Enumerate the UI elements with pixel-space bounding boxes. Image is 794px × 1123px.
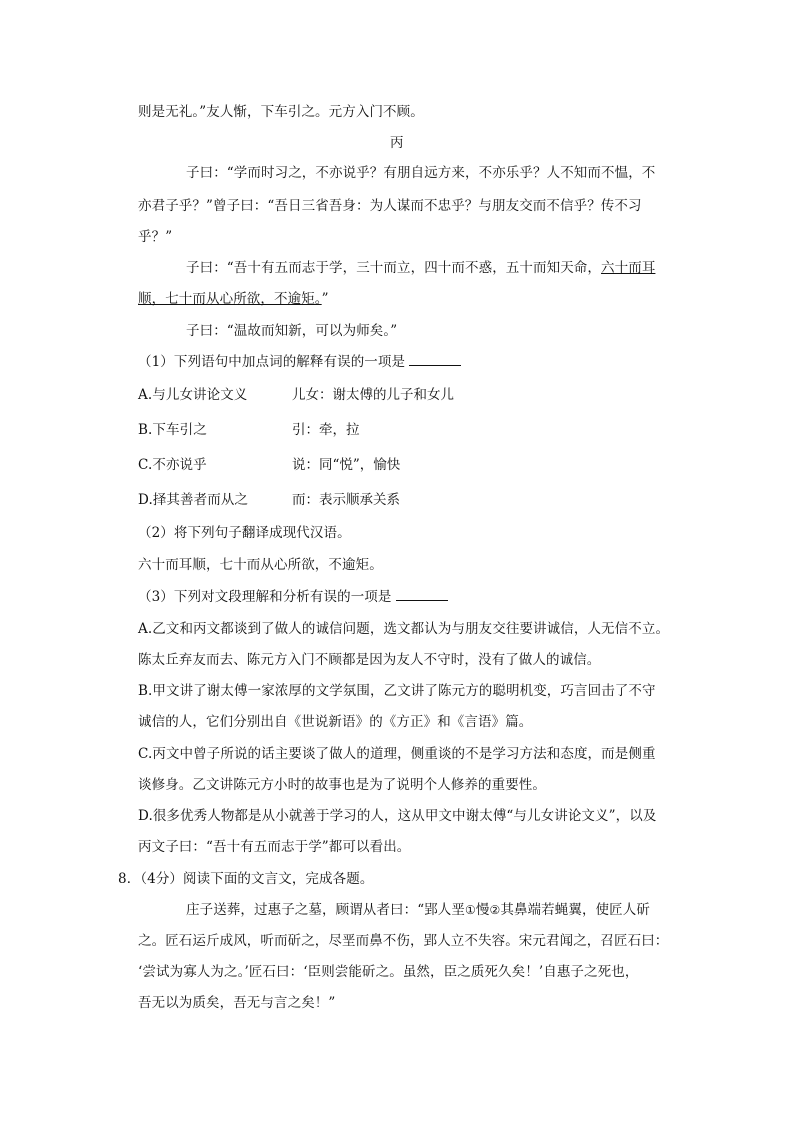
translation-sentence: 六十而耳顺，七十而从心所欲，不逾矩。 — [138, 557, 383, 573]
option-b-definition: 引：牵，拉 — [292, 422, 360, 438]
answer-blank[interactable] — [409, 353, 461, 366]
question-text: （1）下列语句中加点词的解释有误的一项是 — [138, 354, 406, 370]
option-c-definition: 说：同“悦”，愉快 — [292, 457, 401, 473]
option-c-phrase: C.不亦说乎 — [138, 457, 207, 473]
text-segment: ” — [321, 291, 329, 307]
text-segment: 其鼻端若蝇翼，使匠人斫 — [500, 902, 650, 918]
text-line: ‘尝试为寡人为之。’匠石曰：‘臣则尝能斫之。虽然，臣之质死久矣！’自惠子之死也， — [138, 964, 639, 980]
option-b-line: 诚信的人，它们分别出自《世说新语》的《方正》和《言语》篇。 — [138, 714, 533, 730]
option-d-line: 丙文子曰：“吾十有五而志于学”都可以看出。 — [138, 839, 411, 855]
option-a-line: 陈太丘弃友而去、陈元方入门不顾都是因为友人不守时，没有了做人的诚信。 — [138, 652, 601, 668]
option-a-definition: 儿女：谢太傅的儿子和女儿 — [292, 387, 454, 403]
underlined-text: 顺，七十而从心所欲，不逾矩。 — [138, 291, 322, 307]
text-line — [186, 259, 655, 277]
option-b-line: B.甲文讲了谢太傅一家浓厚的文学氛围，乙文讲了陈元方的聪明机变，巧言回击了不守 — [138, 683, 656, 699]
option-d-phrase: D.择其善者而从之 — [138, 492, 249, 508]
text-line: 亦君子乎？”曾子曰：“吾日三省吾身：为人谋而不忠乎？与朋友交而不信乎？传不习 — [138, 198, 642, 214]
option-b-phrase: B.下车引之 — [138, 422, 207, 438]
text-line: 吾无以为质矣，吾无与言之矣！” — [138, 995, 336, 1011]
text-line — [186, 901, 650, 919]
option-d-line: D.很多优秀人物都是从小就善于学习的人，这从甲文中谢太傅“与儿女讲论文义”，以及 — [138, 808, 657, 824]
question-3 — [138, 588, 448, 606]
question-8: 8．（4分）阅读下面的文言文，完成各题。 — [118, 871, 374, 887]
text-line: 乎？” — [138, 229, 173, 245]
footnote-marker: ② — [489, 903, 501, 917]
footnote-marker: ① — [465, 903, 476, 917]
underlined-text: 六十而耳 — [601, 260, 656, 276]
question-text: （3）下列对文段理解和分析有误的一项是 — [138, 589, 392, 605]
question-2: （2）将下列句子翻译成现代汉语。 — [138, 525, 351, 541]
text-segment: 子曰：“吾十有五而志于学，三十而立，四十而不惑，五十而知天命， — [186, 260, 602, 276]
text-line: 子曰：“温故而知新，可以为师矣。” — [186, 323, 398, 339]
option-a-phrase: A.与儿女讲论文义 — [138, 387, 248, 403]
text-segment: 慢 — [475, 902, 490, 918]
text-line: 则是无礼。”友人惭，下车引之。元方入门不顾。 — [138, 104, 424, 120]
section-title-bing: 丙 — [390, 135, 404, 151]
answer-blank[interactable] — [396, 588, 448, 601]
option-c-line: 谈修身。乙文讲陈元方小时的故事也是为了说明个人修养的重要性。 — [138, 777, 546, 793]
option-d-definition: 而：表示顺承关系 — [292, 492, 400, 508]
text-line: 子曰：“学而时习之，不亦说乎？有朋自远方来，不亦乐乎？人不知而不愠，不 — [186, 165, 656, 181]
question-1 — [138, 353, 461, 371]
text-line — [138, 290, 329, 308]
text-segment: 庄子送葬，过惠子之墓，顾谓从者曰：“郢人垩 — [186, 902, 466, 918]
option-c-line: C.丙文中曾子所说的话主要谈了做人的道理，侧重谈的不是学习方法和态度，而是侧重 — [138, 746, 656, 762]
text-line: 之。匠石运斤成风，听而斫之，尽垩而鼻不伤，郢人立不失容。宋元君闻之，召匠石曰： — [138, 933, 669, 949]
option-a-line: A.乙文和丙文都谈到了做人的诚信问题，选文都认为与朋友交往要讲诚信，人无信不立。 — [138, 621, 670, 637]
